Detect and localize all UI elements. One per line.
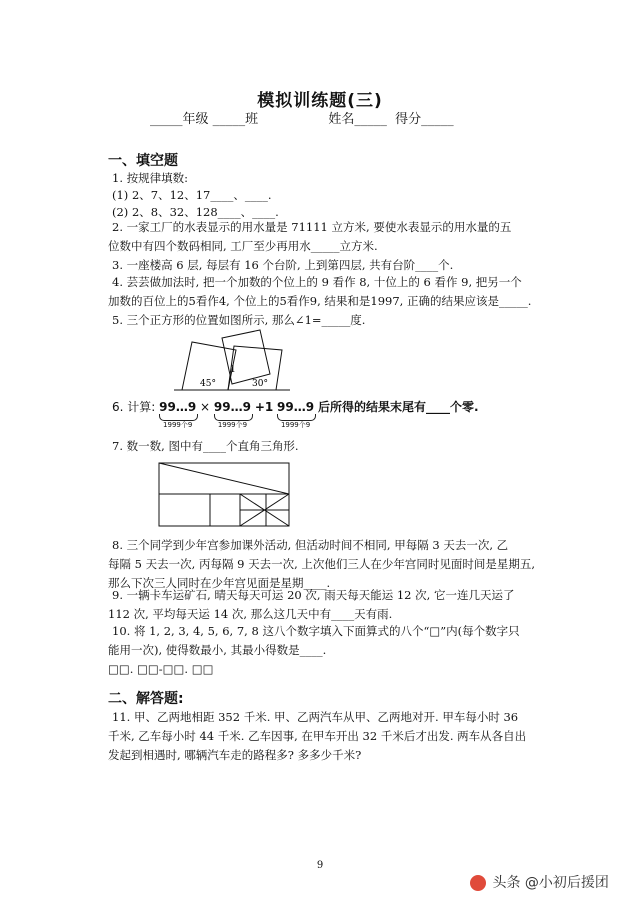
question-1: 1. 按规律填数:: [112, 171, 189, 185]
watermark: [470, 872, 609, 892]
question-8-line: 8. 三个同学到少年宫参加课外活动, 但活动时间不相同, 甲每隔 3 天去一次, 乙: [112, 538, 509, 552]
angle-1-label: 1: [230, 365, 236, 375]
underbrace-label: 1999个9: [217, 421, 248, 429]
question-10-line: 能用一次), 使得数最小, 其最小得数是____.: [108, 643, 327, 657]
question-11: [108, 708, 566, 765]
question-4-line: 加数的百位上的5看作4, 个位上的5看作9, 结果和是1997, 正确的结果应该是_____.: [108, 294, 532, 308]
angle-45-label: 45°: [200, 379, 216, 389]
nines-term-text: 99…9: [159, 400, 197, 414]
page-title: 模拟训练题(三): [257, 91, 383, 111]
question-10-line: 10. 将 1, 2, 3, 4, 5, 6, 7, 8 这八个数字填入下面算式的八个“□”内(每个数字只: [112, 624, 520, 638]
three-squares-figure: [172, 328, 292, 394]
question-10: [108, 622, 566, 679]
question-5: 5. 三个正方形的位置如图所示, 那么∠1=_____度.: [112, 313, 366, 327]
question-2: [108, 218, 566, 256]
question-6-prefix: 6. 计算:: [112, 400, 156, 414]
nines-term-text: 99…9: [277, 400, 315, 414]
question-6-suffix: 后所得的结果末尾有____个零.: [317, 400, 479, 414]
student-info-line: _____年级 _____班 姓名_____ 得分_____: [150, 112, 454, 127]
question-10-equation: □□. □□-□□. □□: [108, 662, 214, 676]
underbrace-label: 1999个9: [163, 421, 193, 429]
angle-30-label: 30°: [252, 379, 268, 389]
top-diagonal: [159, 463, 289, 494]
question-1a: (1) 2、7、12、17____、____.: [112, 188, 272, 202]
question-8-line: 那么下次三人同时在少年宫见面是星期____.: [108, 576, 331, 590]
section-heading-fill-blank: 一、填空题: [108, 153, 178, 169]
nines-term-text: 99…9: [213, 400, 251, 414]
nines-term-3: [277, 400, 315, 429]
question-11-line: 发起到相遇时, 哪辆汽车走的路程多? 多多少千米?: [108, 748, 362, 762]
question-9: [108, 586, 566, 624]
question-7: 7. 数一数, 图中有____个直角三角形.: [112, 439, 299, 453]
watermark-text: 头条 @小初后援团: [492, 875, 609, 891]
middle-square: [222, 330, 270, 384]
question-8: [108, 536, 566, 593]
question-11-line: 11. 甲、乙两地相距 352 千米. 甲、乙两汽车从甲、乙两地对开. 甲车每小时 36: [112, 710, 519, 724]
question-6: [112, 398, 479, 429]
question-4: [108, 273, 566, 311]
plus-one: +1: [254, 400, 274, 414]
nines-term-2: [213, 400, 251, 429]
question-8-line: 每隔 5 天去一次, 丙每隔 9 天去一次, 上次他们三人在少年宫同时见面时间是星期五,: [108, 557, 536, 571]
section-heading-solve: 二、解答题:: [108, 691, 184, 707]
underbrace-label: 1999个9: [280, 421, 311, 429]
question-11-line: 千米, 乙车每小时 44 千米. 乙车因事, 在甲车开出 32 千米后才出发. 两车从各自出: [108, 729, 527, 743]
question-9-line: 112 次, 平均每天运 14 次, 那么这几天中有____天有雨.: [108, 607, 393, 621]
nines-term-1: [159, 400, 197, 429]
question-2-line: 位数中有四个数码相同, 工厂至少再用水_____立方米.: [108, 239, 378, 253]
right-triangles-figure: [158, 462, 290, 528]
watermark-logo-icon: [470, 875, 486, 891]
question-9-line: 9. 一辆卡车运矿石, 晴天每天可运 20 次, 雨天每天能运 12 次, 它一连几天运了: [112, 588, 515, 602]
page-number: 9: [316, 860, 324, 871]
times-sign: ×: [200, 400, 211, 414]
question-4-line: 4. 芸芸做加法时, 把一个加数的个位上的 9 看作 8, 十位上的 6 看作 9, 把另一个: [112, 275, 522, 289]
question-2-line: 2. 一家工厂的水表显示的用水量是 71111 立方米, 要使水表显示的用水量的五: [112, 220, 512, 234]
question-1b: (2) 2、8、32、128____、____.: [112, 205, 279, 219]
question-3: 3. 一座楼高 6 层, 每层有 16 个台阶, 上到第四层, 共有台阶____个.: [112, 258, 454, 272]
